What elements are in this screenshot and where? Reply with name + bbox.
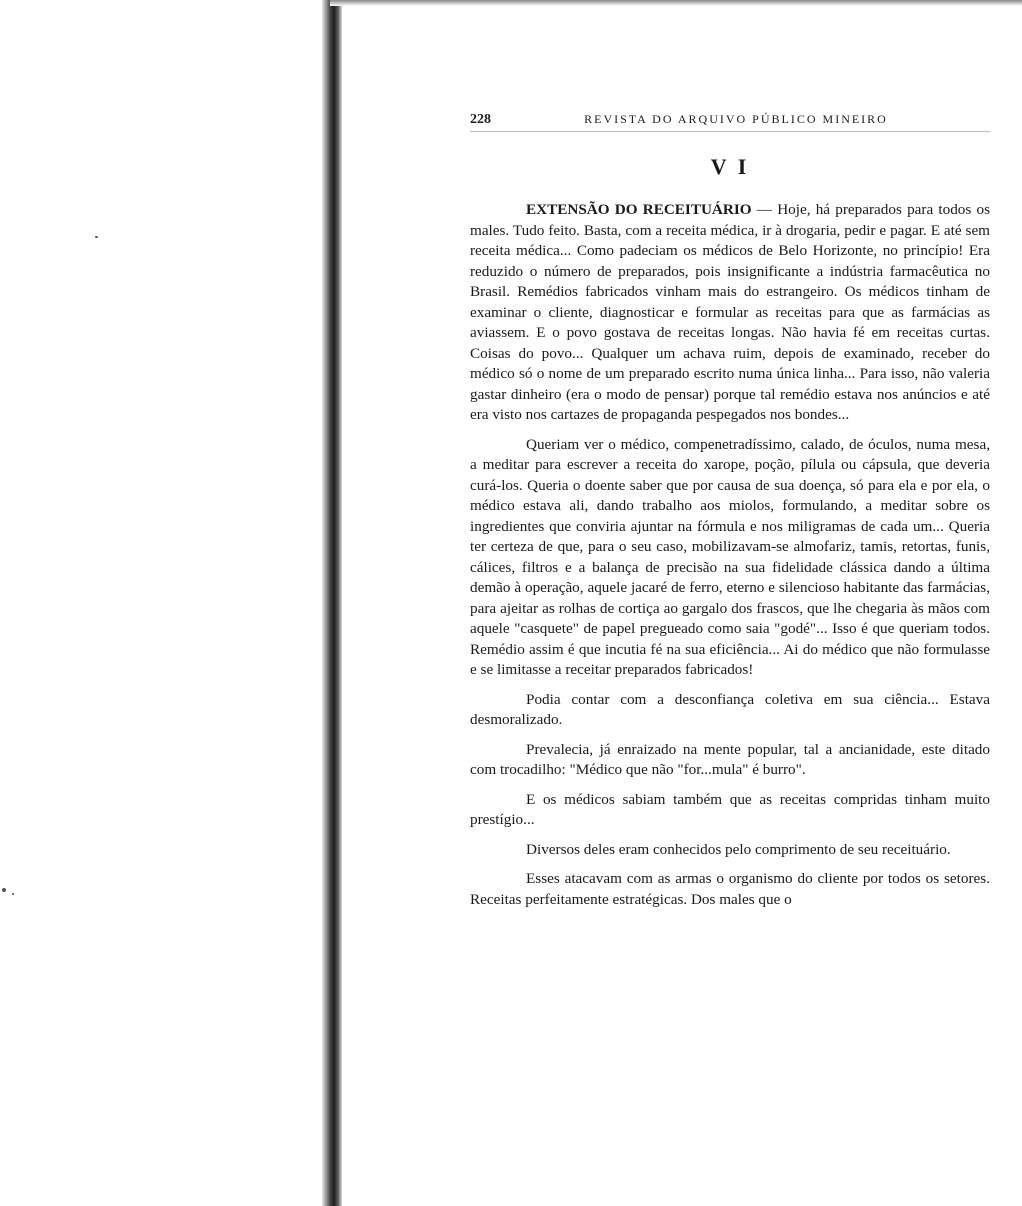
dust-speck [95, 236, 98, 238]
paragraph-3: Podia contar com a desconfiança coletiva em sua ciência... Estava desmoralizado. [470, 690, 990, 728]
paragraph-4: Prevalecia, já enraizado na mente popular, tal a ancianidade, este ditado com trocadilho: "Médico que não "for...mula" é burro". [470, 740, 990, 778]
book-page [470, 112, 990, 1192]
section-title: V I [710, 154, 750, 179]
paragraph-1 [470, 200, 990, 426]
paragraph-2: Queriam ver o médico, compenetradíssimo, calado, de óculos, numa mesa, a meditar para escrever a receita do xarope, poção, pílula ou cápsula, que deveria curá-los. Queria o doente saber que por causa de sua doença, só para ela e por ela, o médico estava ali, dando trabalho aos miolos, formulando, a meditar sobre os ingredientes que conviria ajuntar na fórmula e nos miligramas de cada um... Queria ter certeza de que, para o seu caso, mobilizavam-se almofariz, tamis, retortas, funis, cálices, filtros e a balança de precisão na sua fidelidade clássica dando a última demão à operação, aquele jacaré de ferro, eterno e silencioso habitante das farmácias, para ajeitar as rolhas de cortiça ao gargalo dos frascos, que lhe chegaria às mãos com aquele "casquete" de papel pregueado como saia "godé"... Isso é que queriam todos. Remédio assim é que incutia fé na sua eficiência... Ai do médico que não formulasse e se limitasse a receitar preparados fabricados! [470, 435, 990, 678]
page-top-edge-shadow [330, 0, 1022, 6]
paragraph-5: E os médicos sabiam também que as receitas compridas tinham muito prestígio... [470, 790, 990, 828]
paragraph-7: Esses atacavam com as armas o organismo do cliente por todos os setores. Receitas perfeitamente estratégicas. Dos males que o [470, 870, 990, 908]
dust-speck [12, 893, 14, 895]
dust-speck [2, 888, 6, 892]
paragraph-6: Diversos deles eram conhecidos pelo comprimento de seu receituário. [526, 840, 951, 858]
paragraph-heading: EXTENSÃO DO RECEITUÁRIO [526, 201, 752, 218]
journal-title: REVISTA DO ARQUIVO PÚBLICO MINEIRO [584, 112, 888, 126]
running-head [470, 112, 990, 132]
paragraph-text: — Hoje, há preparados para todos os males. Tudo feito. Basta, com a receita médica, ir à drogaria, pedir e pagar. E até sem receita médica... Como padeciam os médicos de Belo Horizonte, no princípio! Era reduzido o número de preparados, pois insignificante a indústria farmacêutica no Brasil. Remédios fabricados vinham mais do estrangeiro. Os médicos tinham de examinar o cliente, diagnosticar e formular as receitas para que as farmácias as aviassem. E o povo gostava de receitas longas. Não havia fé em receitas curtas. Coisas do povo... Qualquer um achava ruim, depois de examinado, receber do médico só o nome de um preparado escrito numa única linha... Para isso, não valeria gastar dinheiro (era o modo de pensar) porque tal remédio estava nos anúncios e até era visto nos cartazes de propaganda pespegados nos bondes... [470, 201, 991, 423]
page-number: 228 [470, 112, 491, 127]
book-spine-shadow [322, 0, 342, 1206]
facing-page-blank [0, 0, 322, 1206]
